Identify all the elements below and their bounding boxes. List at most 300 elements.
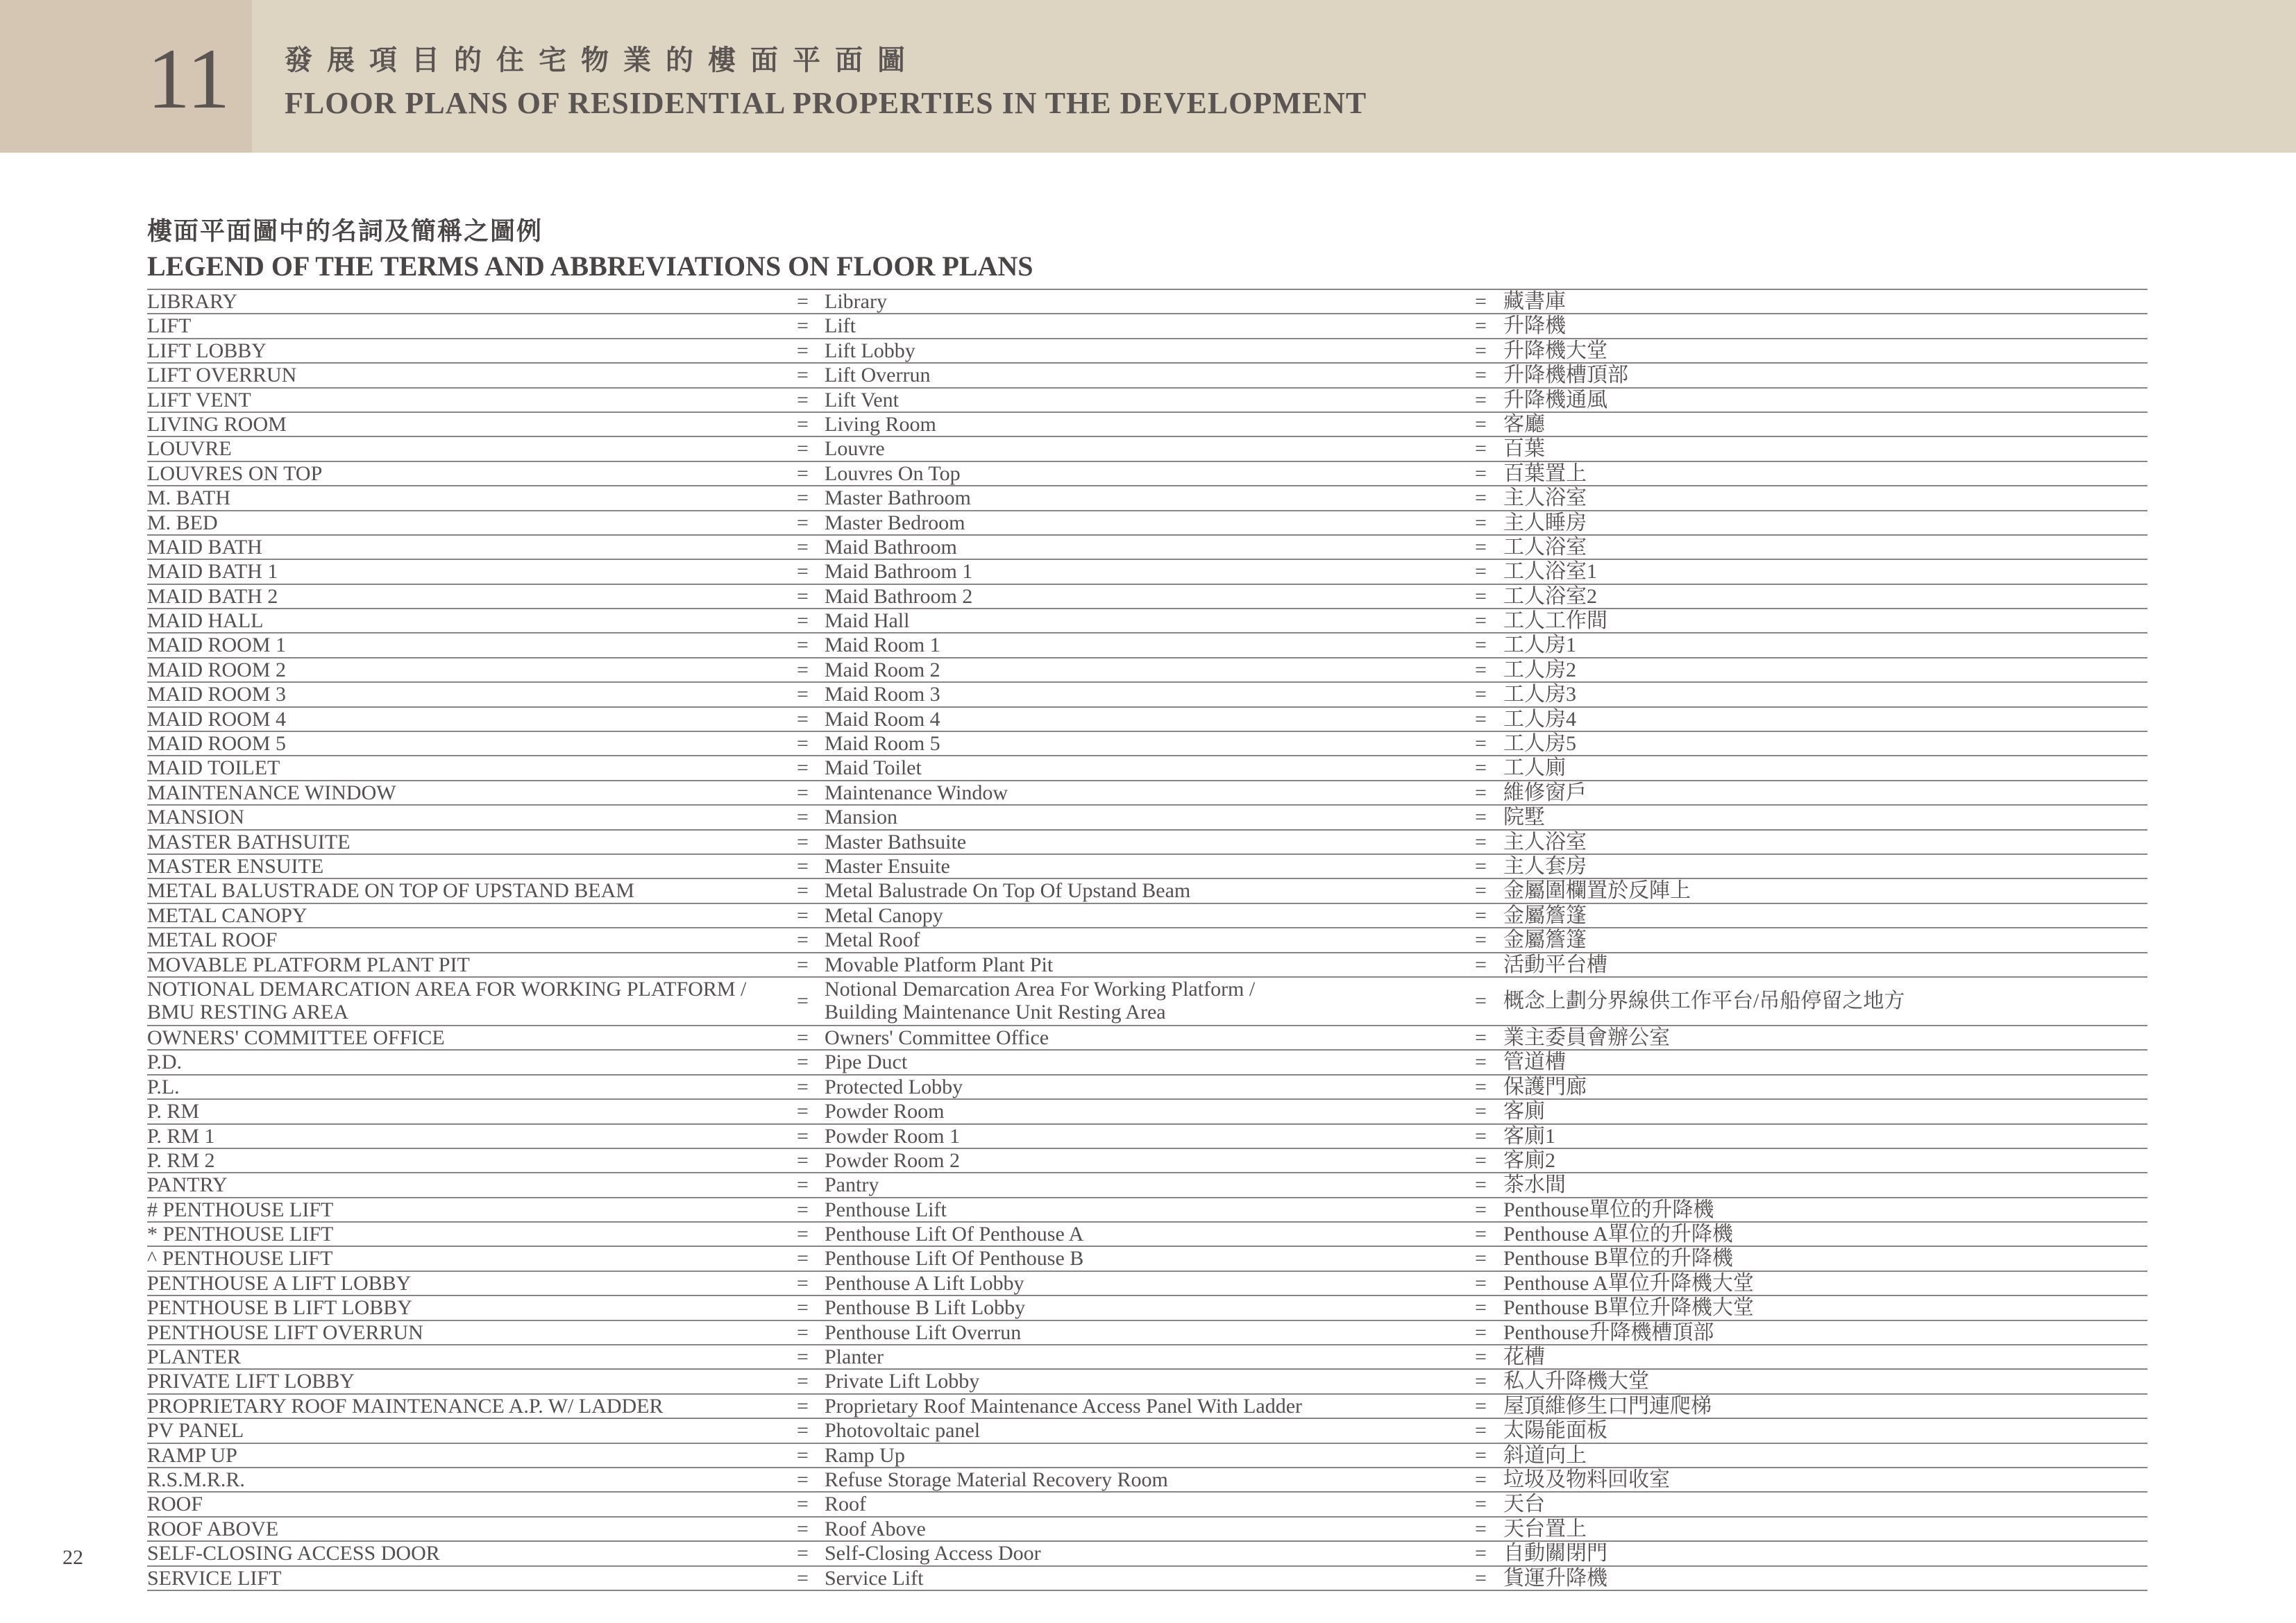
equals-sign: = [797,1468,809,1491]
equals-sign: = [1475,339,1487,362]
legend-english-term [825,462,961,485]
equals-sign: = [1475,1394,1487,1418]
legend-english-line: Library [825,290,887,313]
legend-title-zh: 樓面平面圖中的名詞及簡稱之圖例 [147,217,543,245]
legend-english-line: Penthouse Lift Of Penthouse B [825,1247,1084,1271]
legend-english-term [825,1370,979,1393]
legend-chinese-term: 屋頂維修生口門連爬梯 [1503,1394,1712,1418]
equals-sign: = [1475,1148,1487,1172]
legend-english-term [825,1173,879,1196]
legend-abbreviation [147,339,267,362]
equals-sign: = [797,879,809,903]
legend-english-term [825,831,966,853]
equals-sign: = [797,830,809,853]
legend-abbreviation-line: MOVABLE PLATFORM PLANT PIT [147,953,470,976]
legend-row [147,1370,2147,1394]
legend-abbreviation [147,462,322,485]
equals-sign: = [797,1394,809,1418]
page-title-zh: 發展項目的住宅物業的樓面平面圖 [285,44,920,76]
legend-chinese-term: 垃圾及物料回收室 [1503,1468,1670,1491]
legend-english-term [825,536,957,559]
equals-sign: = [797,1296,809,1320]
equals-sign: = [1475,1100,1487,1123]
legend-abbreviation-line: # PENTHOUSE LIFT [147,1198,334,1221]
legend-chinese-term: 工人房2 [1503,658,1576,681]
legend-english-term [825,1395,1302,1418]
legend-row [147,511,2147,536]
legend-row [147,855,2147,879]
legend-abbreviation-line: METAL CANOPY [147,903,307,927]
equals-sign: = [1475,486,1487,510]
legend-chinese-term: 客廁2 [1503,1148,1555,1172]
legend-english-line: Self-Closing Access Door [825,1542,1041,1565]
legend-abbreviation [147,1419,244,1442]
equals-sign: = [1475,1124,1487,1148]
legend-english-term [825,1051,907,1073]
legend-chinese-term: Penthouse A單位升降機大堂 [1503,1271,1754,1295]
legend-abbreviation [147,683,286,706]
legend-english-line: Master Ensuite [825,854,950,878]
legend-english-line: Planter [825,1345,884,1369]
legend-chinese-term: 金屬圍欄置於反陣上 [1503,879,1691,903]
legend-row [147,1296,2147,1320]
legend-english-line: Service Lift [825,1566,924,1590]
legend-abbreviation-line: R.S.M.R.R. [147,1468,245,1491]
legend-abbreviation-line: MAID ROOM 3 [147,683,287,706]
equals-sign: = [1475,1566,1487,1590]
section-number: 11 [147,31,230,126]
legend-english-line: Maid Room 5 [825,732,940,756]
legend-chinese-term: 院墅 [1503,806,1545,829]
legend-chinese-term: Penthouse B單位升降機大堂 [1503,1296,1754,1320]
legend-abbreviation [147,1468,245,1491]
equals-sign: = [1475,1223,1487,1246]
legend-english-term [825,658,940,681]
legend-abbreviation-line: PENTHOUSE A LIFT LOBBY [147,1271,412,1295]
equals-sign: = [797,1148,809,1172]
legend-abbreviation [147,511,218,534]
equals-sign: = [1475,903,1487,927]
legend-english-term [825,708,940,731]
legend-english-term [825,1125,960,1148]
legend-english-term [825,953,1053,976]
legend-english-line: Living Room [825,412,936,436]
equals-sign: = [1475,928,1487,952]
equals-sign: = [1475,511,1487,534]
legend-english-term [825,1468,1168,1491]
legend-english-term [825,560,972,583]
legend-english-line: Metal Canopy [825,903,943,927]
legend-english-term [825,928,920,951]
legend-abbreviation-line: MAID TOILET [147,756,280,780]
legend-chinese-term: 活動平台槽 [1503,953,1607,976]
equals-sign: = [797,388,809,411]
equals-sign: = [797,486,809,510]
legend-english-line: Roof [825,1493,866,1516]
legend-chinese-term: 主人套房 [1503,854,1587,878]
legend-abbreviation [147,1247,332,1270]
equals-sign: = [1475,364,1487,387]
legend-abbreviation [147,708,286,731]
legend-abbreviation [147,1173,228,1196]
legend-abbreviation [147,1518,278,1540]
legend-chinese-term: 主人浴室 [1503,830,1587,853]
legend-row [147,1198,2147,1223]
legend-row [147,339,2147,364]
legend-abbreviation [147,1444,237,1467]
legend-abbreviation [147,1076,180,1098]
legend-chinese-term: 概念上劃分界線供工作平台/吊船停留之地方 [1503,989,1905,1012]
equals-sign: = [797,928,809,952]
legend-english-term [825,609,909,632]
legend-english-line: Louvre [825,437,885,461]
legend-abbreviation-line: LIFT VENT [147,388,251,411]
legend-english-term [825,437,885,460]
legend-abbreviation-line: METAL ROOF [147,928,278,952]
legend-english-line: Roof Above [825,1517,926,1540]
legend-row [147,1076,2147,1100]
legend-row [147,609,2147,634]
legend-english-line: Owners' Committee Office [825,1026,1049,1049]
legend-english-term [825,978,1255,1023]
legend-row [147,364,2147,388]
equals-sign: = [797,989,809,1012]
equals-sign: = [797,1026,809,1049]
legend-row [147,634,2147,658]
equals-sign: = [797,781,809,804]
legend-english-term [825,1419,980,1442]
equals-sign: = [1475,388,1487,411]
equals-sign: = [797,953,809,976]
legend-abbreviation-line: MAID ROOM 5 [147,732,287,756]
equals-sign: = [1475,683,1487,706]
legend-row [147,1100,2147,1124]
equals-sign: = [797,1542,809,1565]
legend-chinese-term: 升降機 [1503,314,1566,338]
legend-abbreviation [147,953,470,976]
legend-row [147,1321,2147,1345]
legend-abbreviation [147,560,278,583]
legend-abbreviation-line: P. RM 1 [147,1124,215,1148]
legend-english-line: Maid Room 2 [825,658,940,681]
legend-row [147,879,2147,903]
legend-chinese-term: 主人浴室 [1503,486,1587,510]
legend-row [147,904,2147,928]
legend-abbreviation [147,781,396,804]
legend-abbreviation [147,658,286,681]
legend-abbreviation-line: P. RM [147,1100,200,1123]
equals-sign: = [1475,854,1487,878]
legend-row [147,1026,2147,1051]
legend-english-line: Master Bedroom [825,511,965,534]
equals-sign: = [797,535,809,559]
equals-sign: = [1475,732,1487,756]
legend-row [147,1125,2147,1149]
legend-abbreviation [147,585,278,608]
equals-sign: = [797,658,809,681]
legend-english-line: Maid Room 3 [825,683,940,706]
legend-english-term [825,1247,1083,1270]
legend-chinese-term: 百葉 [1503,437,1545,461]
equals-sign: = [797,1198,809,1221]
legend-abbreviation [147,1493,203,1515]
equals-sign: = [1475,879,1487,903]
legend-english-term [825,1198,947,1221]
legend-row [147,1468,2147,1493]
legend-english-term [825,389,899,411]
legend-abbreviation [147,634,286,656]
legend-chinese-term: 管道槽 [1503,1051,1566,1074]
legend-english-line: Powder Room 1 [825,1124,960,1148]
equals-sign: = [1475,1542,1487,1565]
legend-abbreviation [147,1149,215,1172]
legend-english-line: Metal Balustrade On Top Of Upstand Beam [825,879,1191,903]
legend-row [147,1542,2147,1566]
equals-sign: = [1475,781,1487,804]
legend-english-term [825,1296,1025,1319]
legend-english-line: Powder Room 2 [825,1148,960,1172]
legend-english-term [825,756,922,779]
legend-abbreviation-line: MAID ROOM 2 [147,658,287,681]
legend-abbreviation-line: MAID BATH 2 [147,584,278,608]
legend-table [147,289,2147,1591]
legend-abbreviation [147,413,287,436]
legend-abbreviation [147,1370,355,1393]
equals-sign: = [797,756,809,780]
legend-english-term [825,339,915,362]
legend-english-term [825,806,897,829]
legend-english-term [825,732,940,755]
legend-abbreviation-line: MAID BATH [147,535,262,559]
legend-abbreviation [147,806,244,829]
equals-sign: = [1475,1247,1487,1271]
legend-row [147,462,2147,486]
legend-english-line: Private Lift Lobby [825,1370,980,1393]
legend-chinese-term: 茶水間 [1503,1173,1566,1197]
legend-abbreviation [147,831,351,853]
legend-row [147,1345,2147,1370]
legend-chinese-term: 工人浴室1 [1503,560,1597,584]
legend-english-line: Mansion [825,806,897,829]
legend-chinese-term: Penthouse A單位的升降機 [1503,1223,1733,1246]
legend-row [147,732,2147,756]
equals-sign: = [797,903,809,927]
equals-sign: = [797,1223,809,1246]
legend-chinese-term: 客廳 [1503,412,1545,436]
legend-row [147,1567,2147,1591]
legend-english-line: Maintenance Window [825,781,1008,804]
legend-chinese-term: Penthouse升降機槽頂部 [1503,1320,1714,1344]
legend-abbreviation-line: LOUVRE [147,437,232,461]
legend-english-line: Maid Room 4 [825,707,940,731]
legend-english-term [825,1345,884,1368]
legend-abbreviation-line: MAID ROOM 1 [147,634,287,657]
legend-english-line: Powder Room [825,1100,945,1123]
legend-english-line: Penthouse Lift Overrun [825,1320,1022,1344]
equals-sign: = [1475,1517,1487,1540]
legend-abbreviation-line: SELF-CLOSING ACCESS DOOR [147,1542,440,1565]
equals-sign: = [797,609,809,633]
legend-row [147,831,2147,855]
legend-row [147,290,2147,314]
legend-row [147,1518,2147,1542]
legend-row [147,953,2147,978]
legend-abbreviation [147,1296,412,1319]
legend-abbreviation [147,1542,440,1565]
legend-abbreviation-line: LIFT LOBBY [147,339,267,362]
legend-english-term [825,1223,1083,1246]
equals-sign: = [1475,830,1487,853]
legend-english-line: Louvres On Top [825,461,961,485]
equals-sign: = [797,1320,809,1344]
page-number: 22 [62,1546,83,1569]
legend-chinese-term: 天台 [1503,1493,1545,1516]
legend-english-line: Lift Lobby [825,339,915,362]
legend-abbreviation [147,1272,411,1295]
legend-row [147,1149,2147,1173]
legend-english-line: Lift [825,314,856,338]
legend-chinese-term: 工人浴室2 [1503,584,1597,608]
legend-row [147,756,2147,781]
legend-abbreviation-line: LIVING ROOM [147,412,287,436]
legend-chinese-term: 客廁1 [1503,1124,1555,1148]
legend-english-line: Building Maintenance Unit Resting Area [825,1000,1166,1023]
legend-chinese-term: 升降機大堂 [1503,339,1607,362]
equals-sign: = [1475,609,1487,633]
equals-sign: = [797,1051,809,1074]
equals-sign: = [797,806,809,829]
legend-english-line: Protected Lobby [825,1075,963,1098]
legend-abbreviation-line: MASTER ENSUITE [147,854,324,878]
legend-chinese-term: 私人升降機大堂 [1503,1370,1649,1393]
legend-abbreviation [147,879,634,902]
equals-sign: = [1475,756,1487,780]
legend-chinese-term: Penthouse單位的升降機 [1503,1198,1714,1221]
legend-abbreviation-line: LIFT OVERRUN [147,364,297,387]
equals-sign: = [797,854,809,878]
legend-row [147,1444,2147,1468]
legend-english-line: Penthouse Lift Of Penthouse A [825,1223,1084,1246]
legend-abbreviation-line: PRIVATE LIFT LOBBY [147,1370,355,1393]
legend-abbreviation-line: NOTIONAL DEMARCATION AREA FOR WORKING PLATFORM / [147,977,747,1001]
legend-row [147,389,2147,413]
legend-row [147,437,2147,461]
legend-english-line: Lift Overrun [825,364,931,387]
legend-abbreviation [147,1051,182,1073]
legend-abbreviation-line: M. BED [147,511,218,534]
legend-abbreviation-line: ROOF [147,1493,203,1516]
legend-row [147,560,2147,584]
legend-chinese-term: 業主委員會辦公室 [1503,1026,1670,1049]
legend-row [147,1493,2147,1517]
equals-sign: = [797,461,809,485]
legend-abbreviation-line: LIBRARY [147,290,238,313]
legend-chinese-term: 工人工作間 [1503,609,1607,633]
legend-english-line: Maid Room 1 [825,634,940,657]
legend-abbreviation-line: MAID HALL [147,609,264,633]
legend-english-term [825,1542,1041,1565]
legend-abbreviation [147,1395,664,1418]
legend-english-line: Maid Toilet [825,756,922,780]
legend-abbreviation [147,855,323,878]
legend-english-term [825,1026,1049,1049]
legend-abbreviation [147,290,237,313]
equals-sign: = [797,339,809,362]
legend-row [147,781,2147,806]
equals-sign: = [1475,1419,1487,1443]
legend-english-term [825,1272,1024,1295]
equals-sign: = [1475,1443,1487,1467]
equals-sign: = [797,314,809,338]
legend-row [147,658,2147,683]
legend-abbreviation [147,1345,241,1368]
legend-english-line: Metal Roof [825,928,920,952]
legend-abbreviation [147,437,232,460]
equals-sign: = [797,1100,809,1123]
legend-english-line: Penthouse A Lift Lobby [825,1271,1024,1295]
legend-chinese-term: 升降機通風 [1503,388,1607,411]
equals-sign: = [797,683,809,706]
legend-english-term [825,1567,923,1590]
legend-chinese-term: 升降機槽頂部 [1503,364,1628,387]
legend-row [147,1419,2147,1443]
equals-sign: = [1475,1370,1487,1393]
legend-abbreviation [147,389,251,411]
legend-english-line: Maid Bathroom 2 [825,584,973,608]
equals-sign: = [1475,1320,1487,1344]
equals-sign: = [797,1419,809,1443]
legend-english-term [825,585,972,608]
equals-sign: = [797,732,809,756]
legend-english-term [825,1100,945,1123]
equals-sign: = [1475,535,1487,559]
legend-abbreviation-line: MAID ROOM 4 [147,707,287,731]
legend-chinese-term: 維修窗戶 [1503,781,1587,804]
equals-sign: = [797,511,809,534]
legend-english-term [825,1518,926,1540]
legend-abbreviation-line: PANTRY [147,1173,228,1197]
equals-sign: = [1475,953,1487,976]
legend-abbreviation-line: PENTHOUSE B LIFT LOBBY [147,1296,412,1320]
equals-sign: = [797,1075,809,1098]
legend-abbreviation [147,978,746,1023]
legend-abbreviation [147,1321,423,1344]
equals-sign: = [797,1493,809,1516]
equals-sign: = [797,290,809,313]
equals-sign: = [797,707,809,731]
legend-row [147,1395,2147,1419]
legend-english-term [825,781,1008,804]
equals-sign: = [1475,1173,1487,1197]
legend-abbreviation-line: P. RM 2 [147,1148,215,1172]
page-title-en: FLOOR PLANS OF RESIDENTIAL PROPERTIES IN THE DEVELOPMENT [285,86,1367,120]
equals-sign: = [797,560,809,584]
legend-chinese-term: 工人浴室 [1503,535,1587,559]
legend-chinese-term: 主人睡房 [1503,511,1587,534]
legend-abbreviation-line: M. BATH [147,486,231,510]
legend-abbreviation-line: OWNERS' COMMITTEE OFFICE [147,1026,445,1049]
legend-english-line: Movable Platform Plant Pit [825,953,1054,976]
legend-english-line: Penthouse Lift [825,1198,947,1221]
legend-abbreviation [147,1100,199,1123]
legend-row [147,585,2147,609]
legend-row [147,1051,2147,1075]
legend-english-term [825,634,940,656]
legend-abbreviation [147,1223,333,1246]
legend-abbreviation [147,1198,333,1221]
legend-english-term [825,364,930,386]
legend-abbreviation [147,928,277,951]
